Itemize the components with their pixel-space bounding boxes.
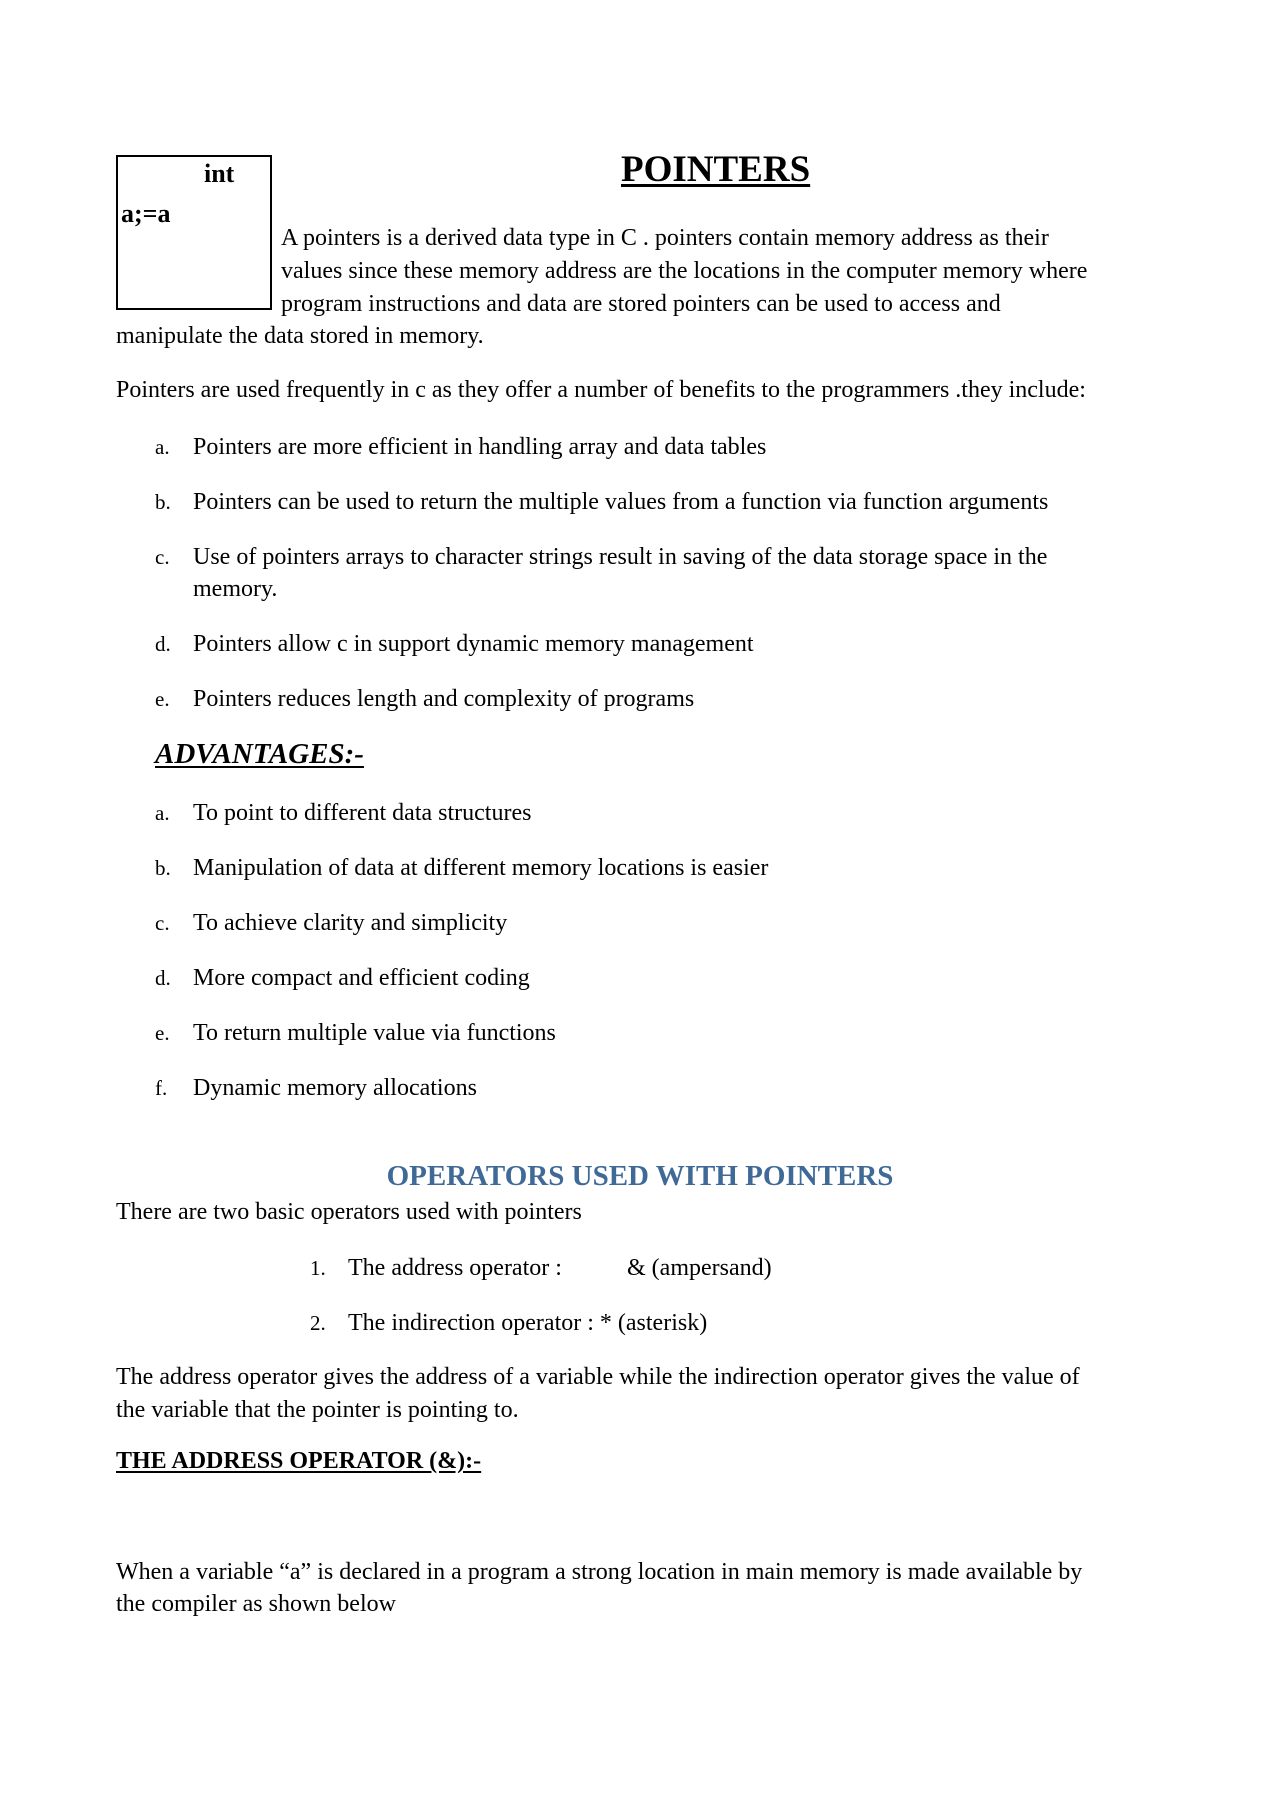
advantage-marker: e.: [155, 1021, 170, 1045]
benefit-marker: e.: [155, 687, 170, 711]
closing-line-1: When a variable “a” is declared in a program a strong location in main memory is made available by: [116, 1559, 1083, 1585]
benefit-item: Use of pointers arrays to character strings result in saving of the data storage space in the: [193, 544, 1048, 570]
intro-line-4: manipulate the data stored in memory.: [116, 323, 484, 349]
benefit-item: Pointers allow c in support dynamic memory management: [193, 631, 754, 657]
operator-marker: 2.: [310, 1311, 326, 1335]
operator-symbol: & (ampersand): [627, 1255, 772, 1281]
code-text-box: [116, 155, 272, 310]
advantage-marker: c.: [155, 911, 170, 935]
operators-intro: There are two basic operators used with pointers: [116, 1199, 582, 1225]
advantage-marker: a.: [155, 801, 170, 825]
benefit-marker: d.: [155, 632, 171, 656]
advantage-marker: f.: [155, 1076, 168, 1100]
benefit-item: Pointers are more efficient in handling array and data tables: [193, 434, 767, 460]
benefits-intro: Pointers are used frequently in c as they offer a number of benefits to the programmers .they include:: [116, 377, 1086, 403]
benefit-marker: c.: [155, 545, 170, 569]
operator-item: The indirection operator : * (asterisk): [348, 1310, 708, 1336]
intro-line-1: A pointers is a derived data type in C . pointers contain memory address as their: [281, 225, 1049, 251]
page-title: POINTERS: [621, 149, 811, 190]
operators-heading: OPERATORS USED WITH POINTERS: [386, 1160, 894, 1192]
closing-line-2: the compiler as shown below: [116, 1591, 396, 1617]
benefit-item: Pointers can be used to return the multiple values from a function via function arguments: [193, 489, 1049, 515]
advantage-item: To return multiple value via functions: [193, 1020, 556, 1046]
intro-line-3: program instructions and data are stored pointers can be used to access and: [281, 291, 1001, 317]
address-operator-heading: THE ADDRESS OPERATOR (&):-: [116, 1448, 482, 1474]
code-line-2: a;=a: [121, 199, 171, 228]
benefit-item: Pointers reduces length and complexity of programs: [193, 686, 695, 712]
advantage-marker: d.: [155, 966, 171, 990]
advantage-item: Dynamic memory allocations: [193, 1075, 477, 1101]
advantage-marker: b.: [155, 856, 171, 880]
advantage-item: To achieve clarity and simplicity: [193, 910, 508, 936]
advantage-item: More compact and efficient coding: [193, 965, 530, 991]
advantage-item: To point to different data structures: [193, 800, 532, 826]
operators-desc-line-1: The address operator gives the address of a variable while the indirection operator gives the value of: [116, 1364, 1080, 1390]
intro-line-2: values since these memory address are the locations in the computer memory where: [281, 258, 1088, 284]
operator-item: The address operator :: [348, 1255, 562, 1281]
benefit-marker: b.: [155, 490, 171, 514]
advantage-item: Manipulation of data at different memory locations is easier: [193, 855, 769, 881]
benefit-marker: a.: [155, 435, 170, 459]
operator-marker: 1.: [310, 1256, 326, 1280]
code-line-1: int: [204, 159, 235, 188]
operators-desc-line-2: the variable that the pointer is pointing to.: [116, 1397, 519, 1423]
benefit-item-continued: memory.: [193, 576, 278, 602]
advantages-heading: ADVANTAGES:-: [155, 738, 364, 770]
